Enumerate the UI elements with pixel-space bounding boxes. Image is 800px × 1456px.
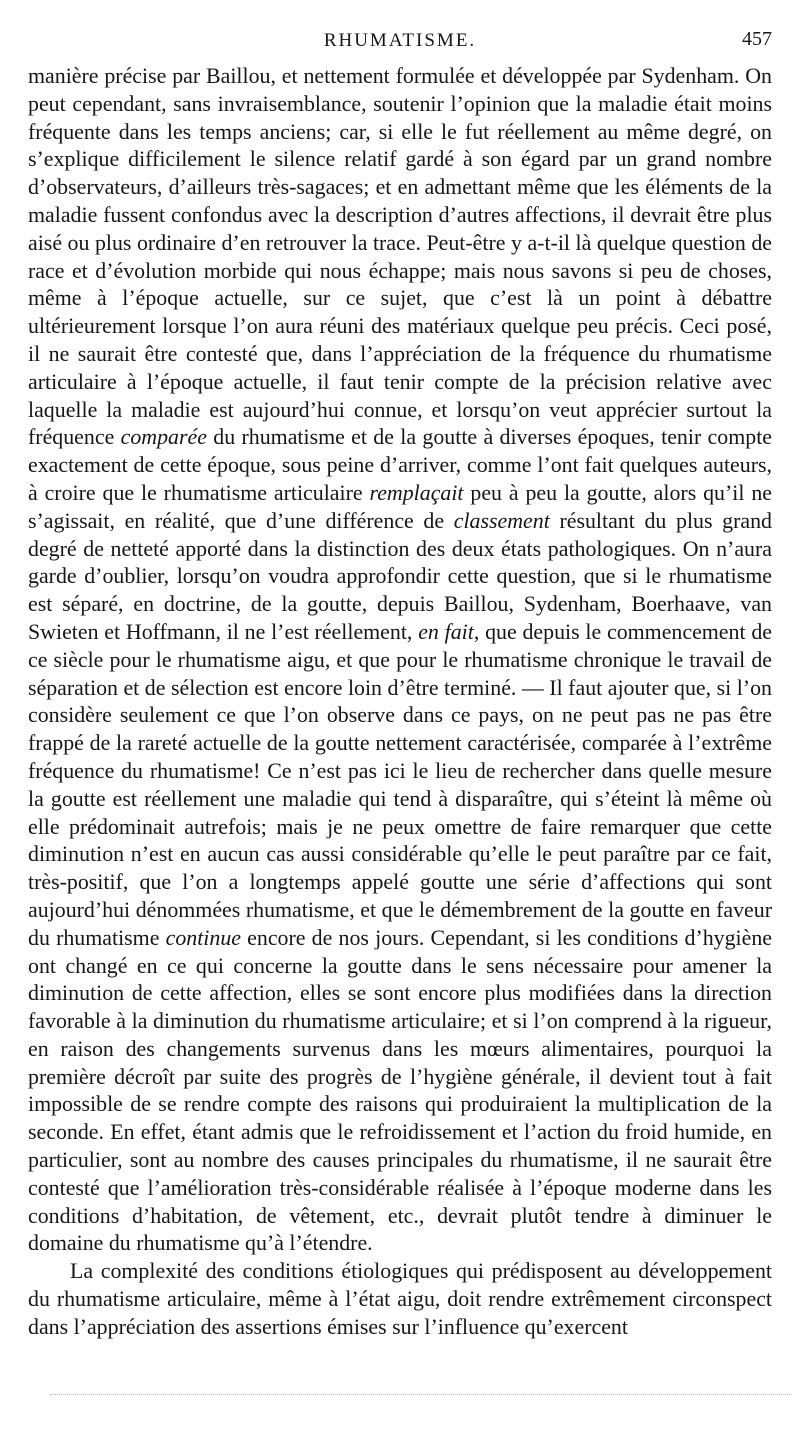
running-header (28, 22, 772, 62)
text-run: , que depuis le commencement de ce siècle pour le rhumatisme aigu, et que pour le rhumatisme chronique le travail de séparation et de sélection est encore loin d’être terminé. — Il faut ajouter que, si l’on considère seulement ce que l’on observe dans ce pays, on ne peut pas ne pas être frappé de la rareté actuelle de la goutte nettement caractérisée, comparée à l’extrême fréquence du rhumatisme! Ce n’est pas ici le lieu de rechercher dans quelle mesure la goutte est réellement une maladie qui tend à disparaître, qui s’éteint là même où elle prédominait autrefois; mais je ne peux omettre de faire remarquer que cette diminution n’est en aucun cas aussi considérable qu’elle le peut paraître par ce fait, très-positif, que l’on a longtemps appelé goutte une série d’affections qui sont aujourd’hui dénommées rhumatisme, et que le démembrement de la goutte en faveur du rhumatisme (28, 618, 772, 950)
page-number: 457 (742, 28, 772, 50)
paragraph-1 (28, 62, 772, 1257)
italic-run: continue (165, 924, 241, 950)
italic-run: classement (453, 507, 550, 533)
paragraph-2 (28, 1257, 772, 1340)
text-run: peu à peu la goutte, alors qu’il ne s’agissait, en réalité, que d’une différence de (28, 479, 772, 533)
italic-run: comparée (120, 424, 207, 450)
italic-run: remplaçait (369, 479, 464, 505)
text-run: manière précise par Baillou, et nettement formulée et développée par Sydenham. On peut cependant, sans invraisemblance, soutenir l’opinion que la maladie était moins fréquente dans les temps anciens; car, si elle le fut réellement au même degré, on s’explique difficilement le silence relatif gardé à son égard par un grand nombre d’observateurs, d’ailleurs très-sagaces; et en admettant même que les éléments de la maladie fussent confondus avec la description d’autres affections, il devrait être plus aisé ou plus ordinaire d’en retrouver la trace. Peut-être y a-t-il là quelque question de race et d’évolution morbide qui nous échappe; mais nous savons si peu de choses, même à l’époque actuelle, sur ce sujet, que c’est là un point à débattre ultérieurement lorsque l’on aura réuni des matériaux quelque peu précis. Ceci posé, il ne saurait être contesté que, dans l’appréciation de la fréquence du rhumatisme articulaire à l’époque actuelle, il faut tenir compte de la précision relative avec laquelle la maladie est aujourd’hui connue, et lorsqu’on veut apprécier surtout la fréquence (28, 63, 772, 450)
book-page (28, 22, 772, 1456)
running-title: RHUMATISME. (323, 30, 477, 51)
bottom-rule (50, 1394, 792, 1395)
text-run: résultant du plus grand degré de netteté apporté dans la distinction des deux états pathologiques. On n’aura garde d’oublier, lorsqu’on voudra approfondir cette question, que si le rhumatisme est séparé, en doctrine, de la goutte, depuis Baillou, Sydenham, Boerhaave, van Swieten et Hoffmann, il ne l’est réellement, (28, 507, 772, 644)
text-run: encore de nos jours. Cependant, si les conditions d’hygiène ont changé en ce qui concerne la goutte dans le sens nécessaire pour amener la diminution de cette affection, elles se sont encore plus modifiées dans la direction favorable à la diminution du rhumatisme articulaire; et si l’on comprend à la rigueur, en raison des changements survenus dans les mœurs alimentaires, pourquoi la première décroît par suite des progrès de l’hygiène générale, il devient tout à fait impossible de se rendre compte des raisons qui produiraient la multiplication de la seconde. En effet, étant admis que le refroidissement et l’action du froid humide, en particulier, sont au nombre des causes principales du rhumatisme, il ne saurait être contesté que l’amélioration très-considérable réalisée à l’époque moderne dans les conditions d’habitation, de vêtement, etc., devrait plutôt tendre à diminuer le domaine du rhumatisme qu’à l’étendre. (28, 924, 773, 1256)
italic-run: en fait (418, 618, 474, 644)
body-text (28, 62, 772, 1341)
text-run: du rhumatisme et de la goutte à diverses époques, tenir compte exactement de cette époque, sous peine d’arriver, comme l’ont fait quelques auteurs, à croire que le rhumatisme articulaire (28, 424, 772, 505)
text-run: La complexité des conditions étiologiques qui prédisposent au développement du rhumatisme articulaire, même à l’état aigu, doit rendre extrêmement circonspect dans l’appréciation des assertions émises sur l’influence qu’exercent (28, 1258, 772, 1339)
